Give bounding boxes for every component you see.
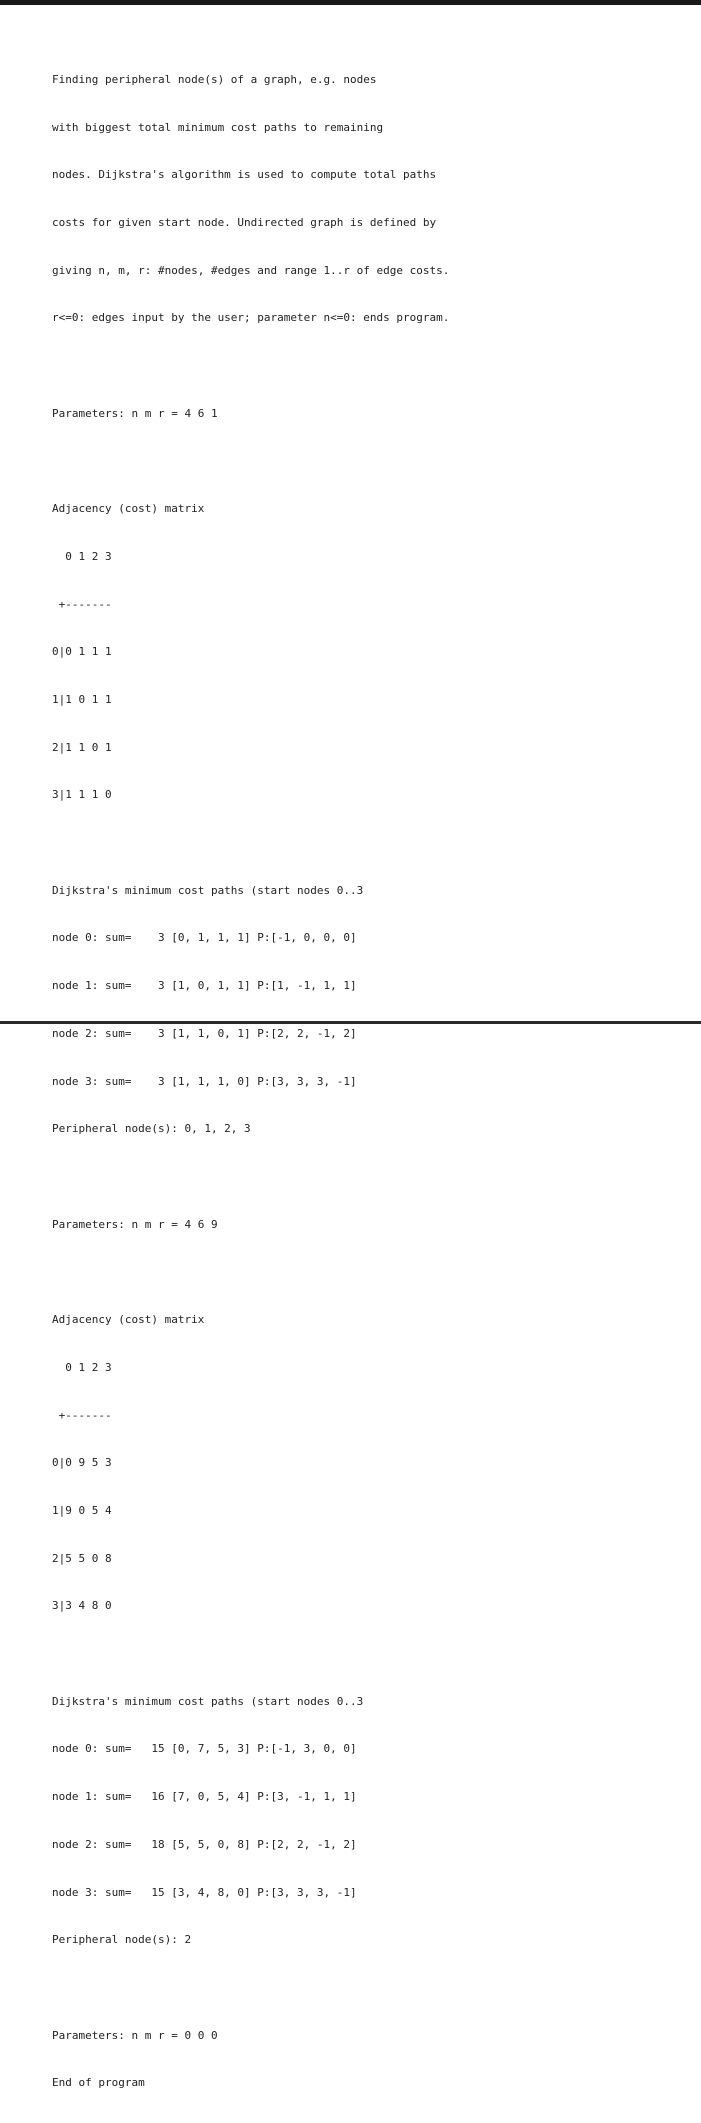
blank-line	[52, 358, 692, 374]
blank-line	[52, 1646, 692, 1662]
intro-line: Finding peripheral node(s) of a graph, e.g. nodes	[52, 72, 377, 86]
dijkstra-node-row: node 2: sum= 3 [1, 1, 0, 1] P:[2, 2, -1, 2]	[52, 1026, 357, 1040]
intro-line: with biggest total minimum cost paths to remaining	[52, 120, 384, 134]
matrix-row: 2|1 1 0 1	[52, 740, 112, 754]
top-border	[0, 0, 701, 5]
intro-line: costs for given start node. Undirected graph is defined by	[52, 215, 437, 229]
intro-line: r<=0: edges input by the user; parameter n<=0: ends program.	[52, 311, 450, 325]
matrix-header-row: 0 1 2 3	[52, 1360, 112, 1374]
dijkstra-node-row: node 1: sum= 16 [7, 0, 5, 4] P:[3, -1, 1, 1]	[52, 1790, 357, 1804]
dijkstra-node-row: node 2: sum= 18 [5, 5, 0, 8] P:[2, 2, -1, 2]	[52, 1837, 357, 1851]
dijkstra-node-row: node 1: sum= 3 [1, 0, 1, 1] P:[1, -1, 1, 1]	[52, 979, 357, 993]
matrix-row: 0|0 9 5 3	[52, 1456, 112, 1470]
matrix-row: 3|1 1 1 0	[52, 788, 112, 802]
parameters-line: Parameters: n m r = 4 6 9	[52, 1217, 218, 1231]
matrix-row: 0|0 1 1 1	[52, 645, 112, 659]
blank-line	[52, 1980, 692, 1996]
parameters-line: Parameters: n m r = 0 0 0	[52, 2028, 218, 2042]
matrix-row: 2|5 5 0 8	[52, 1551, 112, 1565]
blank-line	[52, 453, 692, 469]
dijkstra-node-row: node 0: sum= 15 [0, 7, 5, 3] P:[-1, 3, 0, 0]	[52, 1742, 357, 1756]
parameters-line: Parameters: n m r = 4 6 1	[52, 406, 218, 420]
matrix-row: 1|9 0 5 4	[52, 1503, 112, 1517]
console-output	[52, 40, 692, 2123]
blank-line	[52, 1169, 692, 1185]
intro-line: nodes. Dijkstra's algorithm is used to compute total paths	[52, 168, 437, 182]
dijkstra-heading: Dijkstra's minimum cost paths (start nodes 0..3	[52, 883, 364, 897]
matrix-separator: +-------	[52, 1408, 112, 1422]
blank-line	[52, 1264, 692, 1280]
matrix-row: 1|1 0 1 1	[52, 692, 112, 706]
matrix-heading: Adjacency (cost) matrix	[52, 502, 205, 516]
dijkstra-node-row: node 0: sum= 3 [0, 1, 1, 1] P:[-1, 0, 0, 0]	[52, 931, 357, 945]
intro-line: giving n, m, r: #nodes, #edges and range 1..r of edge costs.	[52, 263, 450, 277]
matrix-heading: Adjacency (cost) matrix	[52, 1313, 205, 1327]
peripheral-result: Peripheral node(s): 2	[52, 1933, 192, 1947]
matrix-header-row: 0 1 2 3	[52, 549, 112, 563]
matrix-separator: +-------	[52, 597, 112, 611]
blank-line	[52, 835, 692, 851]
peripheral-result: Peripheral node(s): 0, 1, 2, 3	[52, 1122, 251, 1136]
end-of-program-line: End of program	[52, 2076, 145, 2090]
matrix-row: 3|3 4 8 0	[52, 1599, 112, 1613]
dijkstra-node-row: node 3: sum= 15 [3, 4, 8, 0] P:[3, 3, 3, -1]	[52, 1885, 357, 1899]
bottom-border	[0, 1021, 701, 1024]
dijkstra-node-row: node 3: sum= 3 [1, 1, 1, 0] P:[3, 3, 3, -1]	[52, 1074, 357, 1088]
dijkstra-heading: Dijkstra's minimum cost paths (start nodes 0..3	[52, 1694, 364, 1708]
